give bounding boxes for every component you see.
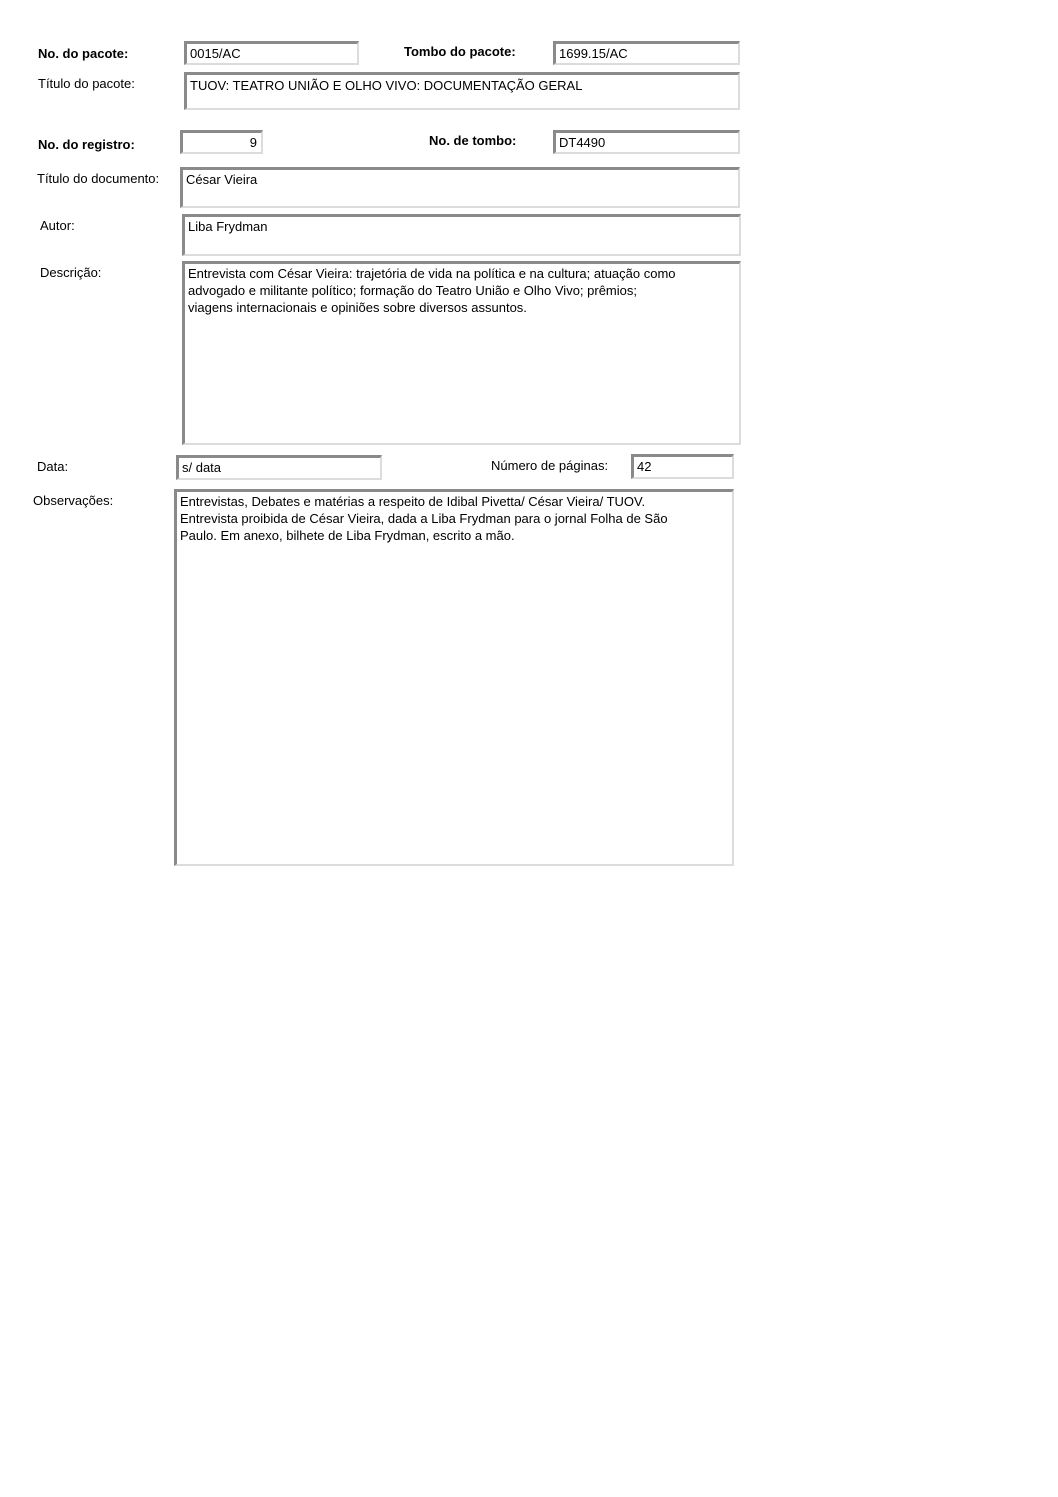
field-no-tombo[interactable]: DT4490 <box>553 130 740 154</box>
label-no-registro: No. do registro: <box>38 137 135 152</box>
field-descricao[interactable]: Entrevista com César Vieira: trajetória de vida na política e na cultura; atuação como advogado e militante político; formação do Teatro União e Olho Vivo; prêmios; viagens internacionais e opiniões sobre diversos assuntos. <box>182 261 741 445</box>
field-observacoes[interactable]: Entrevistas, Debates e matérias a respeito de Idibal Pivetta/ César Vieira/ TUOV. Entrevista proibida de César Vieira, dada a Liba Frydman para o jornal Folha de São Paulo. Em anexo, bilhete de Liba Frydman, escrito a mão. <box>174 489 734 866</box>
label-titulo-pacote: Título do pacote: <box>38 76 135 91</box>
label-no-tombo: No. de tombo: <box>429 133 517 148</box>
field-numero-paginas[interactable]: 42 <box>631 454 734 479</box>
label-numero-paginas: Número de páginas: <box>491 458 609 473</box>
field-autor[interactable]: Liba Frydman <box>182 214 741 256</box>
label-titulo-documento: Título do documento: <box>37 171 160 186</box>
label-no-pacote: No. do pacote: <box>38 46 129 61</box>
field-tombo-pacote[interactable]: 1699.15/AC <box>553 41 740 65</box>
label-data: Data: <box>37 459 69 474</box>
label-tombo-pacote: Tombo do pacote: <box>404 44 516 59</box>
field-no-registro[interactable]: 9 <box>180 130 263 154</box>
field-titulo-pacote[interactable]: TUOV: TEATRO UNIÃO E OLHO VIVO: DOCUMENTAÇÃO GERAL <box>184 72 740 110</box>
label-autor: Autor: <box>40 218 75 233</box>
field-data[interactable]: s/ data <box>176 455 382 480</box>
field-no-pacote[interactable]: 0015/AC <box>184 41 359 65</box>
label-observacoes: Observações: <box>33 493 114 508</box>
label-descricao: Descrição: <box>40 265 102 280</box>
field-titulo-documento[interactable]: César Vieira <box>180 167 740 208</box>
